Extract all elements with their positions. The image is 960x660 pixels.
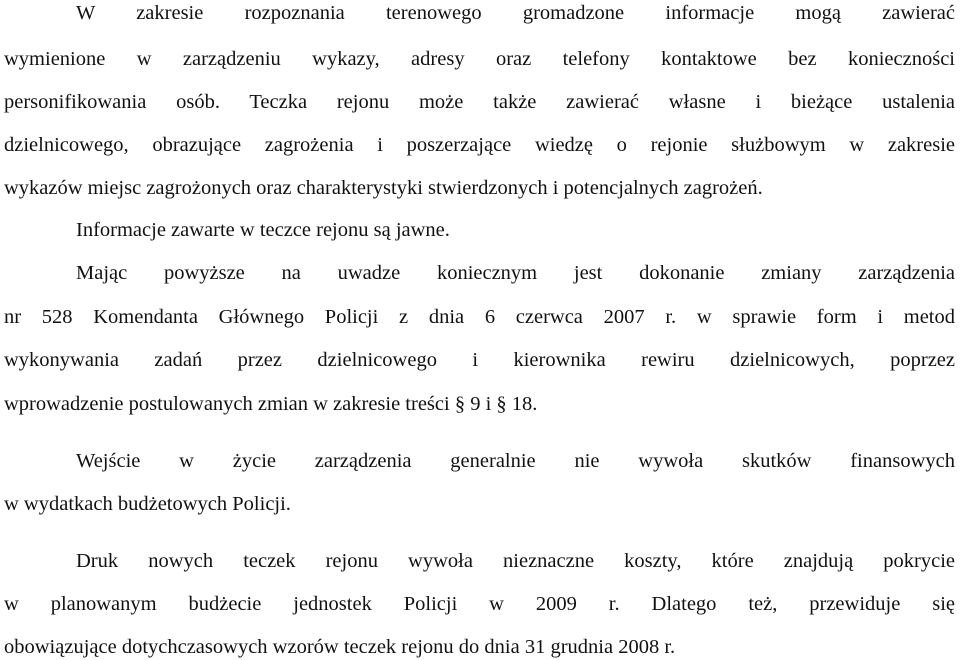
text-line: W zakresie rozpoznania terenowego gromadzone informacje mogą zawierać — [76, 2, 955, 24]
text-line: Druk nowych teczek rejonu wywoła nieznaczne koszty, które znajdują pokrycie — [76, 550, 955, 572]
text-line: Wejście w życie zarządzenia generalnie nie wywoła skutków finansowych — [76, 450, 955, 472]
text-line: wykazów miejsc zagrożonych oraz charakterystyki stwierdzonych i potencjalnych zagrożeń. — [4, 177, 763, 199]
text-line: wymienione w zarządzeniu wykazy, adresy oraz telefony kontaktowe bez konieczności — [4, 48, 955, 70]
text-line: Informacje zawarte w teczce rejonu są jawne. — [76, 219, 450, 241]
text-line: wprowadzenie postulowanych zmian w zakresie treści § 9 i § 18. — [4, 393, 538, 415]
text-line: w planowanym budżecie jednostek Policji w 2009 r. Dlatego też, przewiduje się — [4, 593, 955, 615]
text-line: Mając powyższe na uwadze koniecznym jest dokonanie zmiany zarządzenia — [76, 262, 955, 284]
text-line: wykonywania zadań przez dzielnicowego i kierownika rewiru dzielnicowych, poprzez — [4, 349, 955, 371]
text-line: dzielnicowego, obrazujące zagrożenia i poszerzające wiedzę o rejonie służbowym w zakresie — [4, 134, 955, 156]
text-line: w wydatkach budżetowych Policji. — [4, 493, 291, 515]
text-line: personifikowania osób. Teczka rejonu może także zawierać własne i bieżące ustalenia — [4, 91, 955, 113]
text-line: obowiązujące dotychczasowych wzorów teczek rejonu do dnia 31 grudnia 2008 r. — [4, 636, 676, 658]
text-line: nr 528 Komendanta Głównego Policji z dnia 6 czerwca 2007 r. w sprawie form i metod — [4, 306, 955, 328]
